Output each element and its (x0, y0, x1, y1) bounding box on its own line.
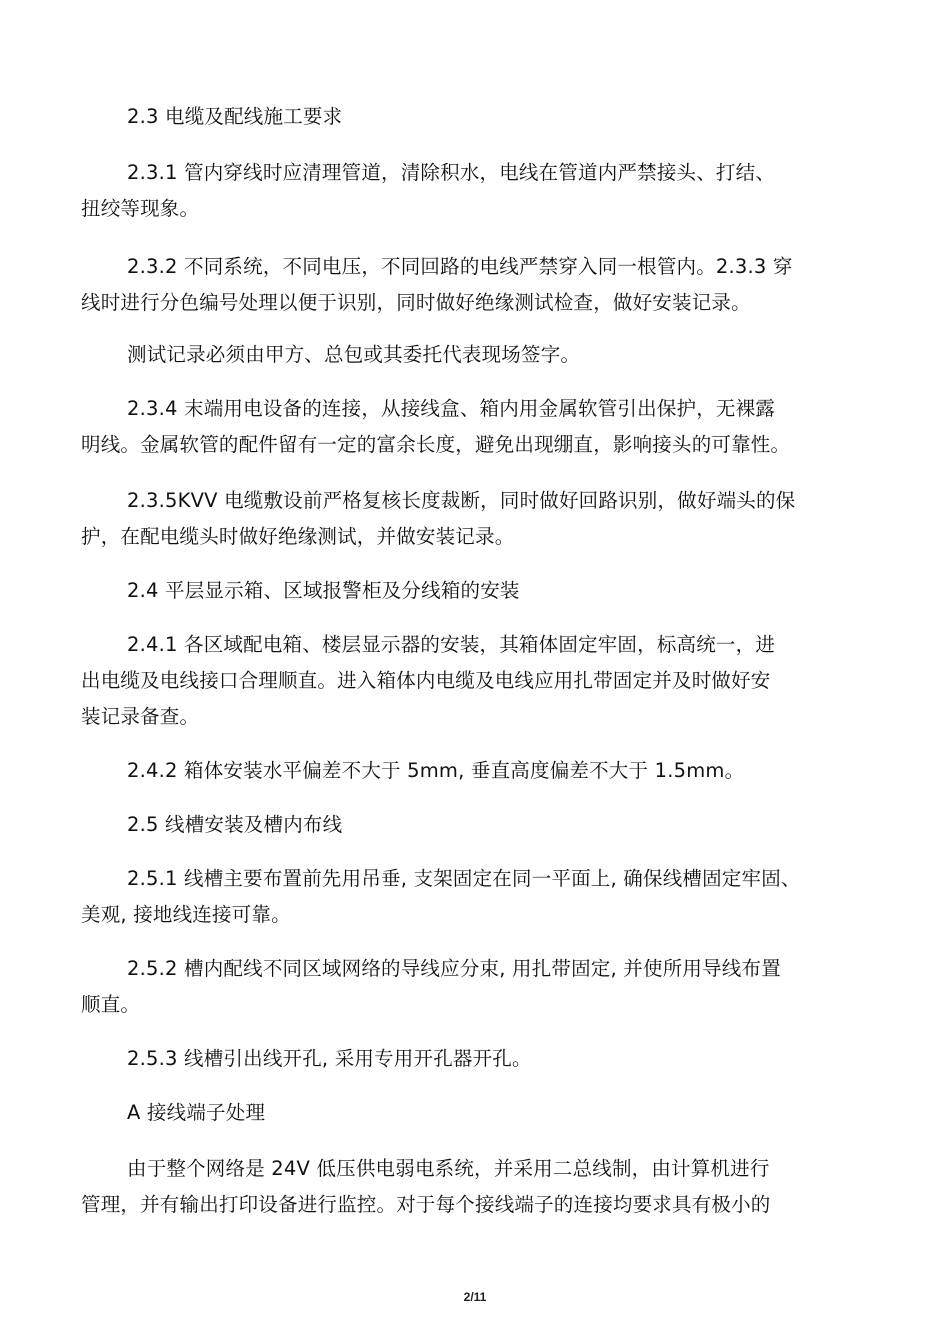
paragraph-line: 顺直。 (81, 993, 141, 1016)
paragraph-line: 2.5.3 线槽引出线开孔, 采用专用开孔器开孔。 (127, 1047, 532, 1070)
paragraph-line: 由于整个网络是 24V 低压供电弱电系统，并采用二总线制，由计算机进行 (127, 1157, 770, 1180)
paragraph-line: 2.5.2 槽内配线不同区域网络的导线应分束, 用扎带固定, 并使所用导线布置 (127, 957, 781, 980)
paragraph-line: 2.3.5KVV 电缆敷设前严格复核长度裁断，同时做好回路识别，做好端头的保 (127, 489, 796, 512)
paragraph-line: 护，在配电缆头时做好绝缘测试，并做安装记录。 (81, 525, 515, 548)
paragraph-line: 2.4.1 各区域配电箱、楼层显示器的安装，其箱体固定牢固，标高统一，进 (127, 633, 776, 656)
paragraph-line: 扭绞等现象。 (81, 197, 200, 220)
paragraph-line: 美观, 接地线连接可靠。 (81, 903, 291, 926)
paragraph-line: 2.3.1 管内穿线时应清理管道，清除积水，电线在管道内严禁接头、打结、 (127, 161, 776, 184)
page-number: 2/11 (463, 1290, 487, 1304)
paragraph-line: 测试记录必须由甲方、总包或其委托代表现场签字。 (127, 343, 581, 366)
heading-2-5: 2.5 线槽安装及槽内布线 (127, 813, 343, 836)
paragraph-line: 2.3.4 末端用电设备的连接，从接线盒、箱内用金属软管引出保护，无裸露 (127, 397, 776, 420)
paragraph-line: 线时进行分色编号处理以便于识别，同时做好绝缘测试检查，做好安装记录。 (81, 291, 751, 314)
paragraph-line: 2.4.2 箱体安装水平偏差不大于 5mm, 垂直高度偏差不大于 1.5mm。 (127, 759, 745, 782)
paragraph-line: 2.3.2 不同系统，不同电压，不同回路的电线严禁穿入同一根管内。2.3.3 穿 (127, 255, 793, 278)
paragraph-line: 明线。金属软管的配件留有一定的富余长度，避免出现绷直，影响接头的可靠性。 (81, 433, 791, 456)
paragraph-line: 装记录备查。 (81, 705, 200, 728)
paragraph-line: 管理，并有输出打印设备进行监控。对于每个接线端子的连接均要求具有极小的 (81, 1193, 771, 1216)
paragraph-line: 2.5.1 线槽主要布置前先用吊垂, 支架固定在同一平面上, 确保线槽固定牢固、 (127, 867, 801, 890)
heading-2-3: 2.3 电缆及配线施工要求 (127, 105, 343, 128)
heading-a: A 接线端子处理 (127, 1101, 266, 1124)
heading-2-4: 2.4 平层显示箱、区域报警柜及分线箱的安装 (127, 579, 520, 602)
paragraph-line: 出电缆及电线接口合理顺直。进入箱体内电缆及电线应用扎带固定并及时做好安 (81, 669, 771, 692)
